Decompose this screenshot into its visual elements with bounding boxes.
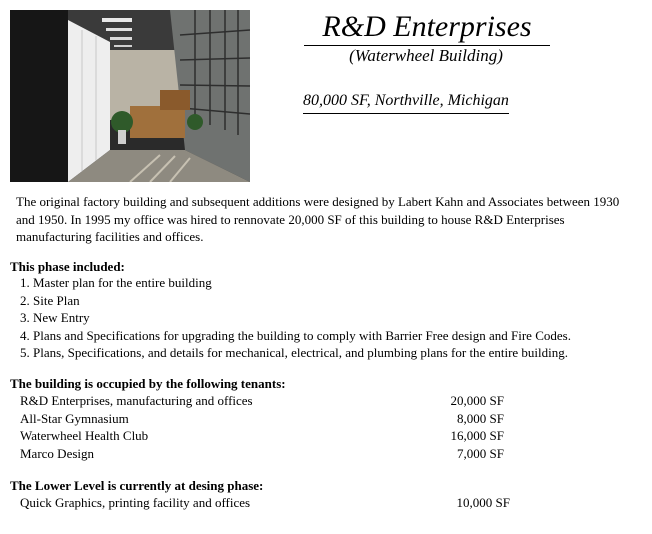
tenant-name: Quick Graphics, printing facility and offices [20,495,251,510]
table-row [20,392,520,410]
intro-paragraph: The original factory building and subsequent additions were designed by Labert Kahn and Associates between 1930 and 1950. In 1995 my office was hired to rennovate 20,000 SF of this building to house R&D Enterprises manufacturing facilities and offices. [16,194,620,244]
tenant-area: 20,000 SF [450,393,504,408]
lower-level-table [20,494,520,512]
tenant-area: 7,000 SF [457,445,504,461]
table-row [20,494,520,512]
list-item: 4. Plans and Specifications for upgrading the building to comply with Barrier Free design and Fire Codes. [20,327,571,343]
tenant-area: 16,000 SF [450,428,504,443]
title-block [296,10,566,66]
tenant-name: All-Star Gymnasium [20,410,129,426]
page-title: R&D Enterprises [304,10,550,46]
tenant-area: 8,000 SF [457,410,504,426]
tenant-area: 10,000 SF [456,495,510,510]
list-item: 3. New Entry [20,310,90,325]
table-row [20,427,520,445]
tenant-name: Waterwheel Health Club [20,428,149,443]
tenant-name: R&D Enterprises, manufacturing and offices [20,393,253,408]
project-location: 80,000 SF, Northville, Michigan [303,91,509,114]
table-row [20,445,520,463]
lower-level-heading: The Lower Level is currently at desing phase: [10,478,264,493]
phase-list [20,274,571,362]
tenant-name: Marco Design [20,445,95,461]
page-subtitle: (Waterwheel Building) [349,46,503,65]
tenants-heading: The building is occupied by the following tenants: [10,376,286,391]
table-row [20,410,520,428]
phase-heading: This phase included: [10,259,125,274]
list-item: 2. Site Plan [20,292,80,308]
tenants-table [20,392,520,462]
list-item: 1. Master plan for the entire building [20,275,212,290]
list-item: 5. Plans, Specifications, and details for mechanical, electrical, and plumbing plans for the entire building. [20,345,569,360]
building-interior-photo [10,10,250,182]
